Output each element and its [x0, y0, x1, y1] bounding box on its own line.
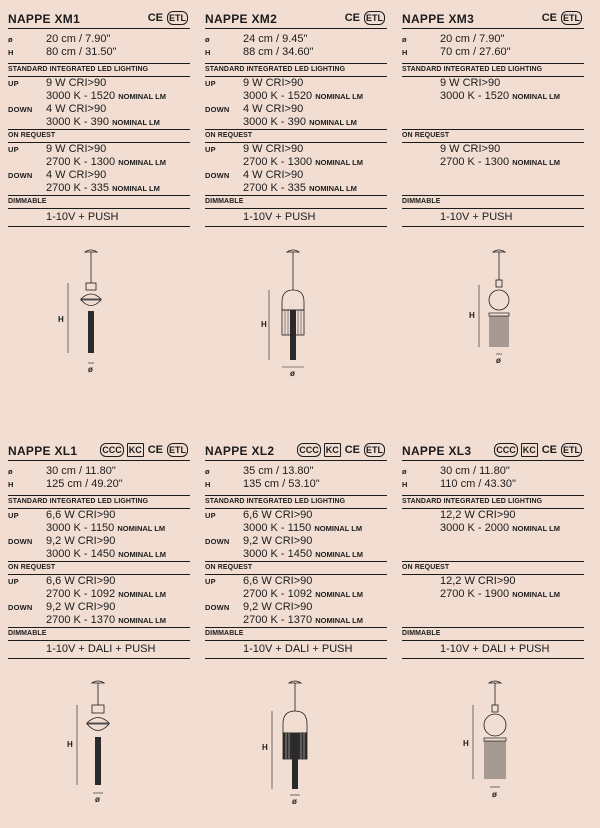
down-label: DOWN [8, 171, 33, 180]
std-up-power: 9 W CRI>90 [46, 77, 107, 89]
height-value: 70 cm / 27.60" [440, 46, 511, 58]
up-label: UP [8, 511, 19, 520]
on-request-heading: ON REQUEST [205, 132, 253, 139]
std-down-power: 9,2 W CRI>90 [46, 535, 116, 547]
kc-mark-icon: KC [325, 445, 339, 455]
ce-mark-icon: CE [147, 12, 163, 24]
std-up-flux: 3000 K - 1150 [243, 522, 312, 534]
diameter-value: 24 cm / 9.45" [243, 33, 308, 45]
diameter-dimension-label: ø [290, 369, 295, 378]
nominal-lm-unit: NOMINAL LM [118, 92, 166, 101]
std-up-flux: 3000 K - 1520 [243, 90, 313, 102]
std-flux: 3000 K - 2000 [440, 522, 510, 534]
ce-mark-icon: CE [344, 12, 360, 24]
certification-marks [344, 11, 385, 25]
spec-card-xm3 [402, 6, 584, 227]
kc-mark-icon: KC [128, 445, 142, 455]
etl-mark-icon: ETL [169, 13, 186, 23]
nominal-lm-unit: NOMINAL LM [118, 158, 166, 167]
up-label: UP [205, 577, 216, 586]
etl-mark-icon: ETL [169, 445, 186, 455]
height-value: 110 cm / 43.30" [440, 478, 516, 490]
down-label: DOWN [205, 537, 230, 546]
lamp-drawing-xm2 [257, 245, 337, 380]
height-dimension-label: H [67, 740, 73, 749]
standard-lighting-heading: STANDARD INTEGRATED LED LIGHTING [8, 498, 149, 505]
req-up-flux: 2700 K - 1092 [243, 588, 313, 600]
ccc-mark-icon: CCC [496, 445, 516, 455]
req-flux: 2700 K - 1300 [440, 156, 510, 168]
up-label: UP [205, 145, 216, 154]
lamp-xm2-illustration [257, 245, 337, 380]
lamp-xl2-illustration [257, 677, 337, 817]
product-name: NAPPE XL1 [8, 444, 78, 458]
req-down-flux: 2700 K - 335 [243, 182, 306, 194]
nominal-lm-unit: NOMINAL LM [314, 524, 363, 533]
req-up-power: 6,6 W CRI>90 [243, 575, 313, 587]
lamp-drawing-xl2 [257, 677, 337, 817]
dimmable-heading: DIMMABLE [402, 630, 441, 637]
std-down-power: 4 W CRI>90 [46, 103, 107, 115]
height-value: 80 cm / 31.50" [46, 46, 117, 58]
height-value: 135 cm / 53.10" [243, 478, 320, 490]
req-power: 9 W CRI>90 [440, 143, 501, 155]
nominal-lm-unit: NOMINAL LM [118, 550, 166, 559]
lamp-xm1-illustration [55, 245, 135, 380]
product-name: NAPPE XL2 [205, 444, 275, 458]
nominal-lm-unit: NOMINAL LM [315, 616, 363, 625]
standard-lighting-heading: STANDARD INTEGRATED LED LIGHTING [205, 66, 346, 73]
lamp-xl3-illustration [457, 677, 537, 807]
ccc-mark-icon: CCC [102, 445, 122, 455]
std-up-power: 6,6 W CRI>90 [243, 509, 313, 521]
lamp-drawing-xl1 [60, 677, 140, 817]
std-down-flux: 3000 K - 1450 [243, 548, 313, 560]
etl-mark-icon: ETL [563, 13, 580, 23]
std-down-flux: 3000 K - 390 [243, 116, 306, 128]
std-down-power: 9,2 W CRI>90 [243, 535, 313, 547]
nominal-lm-unit: NOMINAL LM [512, 524, 560, 533]
down-label: DOWN [8, 537, 33, 546]
kc-mark-icon: KC [522, 445, 536, 455]
product-name: NAPPE XM3 [402, 12, 475, 26]
standard-lighting-heading: STANDARD INTEGRATED LED LIGHTING [8, 66, 149, 73]
up-label: UP [205, 511, 216, 520]
down-label: DOWN [205, 171, 230, 180]
height-label: H [402, 480, 408, 489]
diameter-dimension-label: ø [292, 797, 297, 806]
req-up-flux: 2700 K - 1300 [243, 156, 313, 168]
ce-mark-icon: CE [541, 444, 557, 456]
req-flux: 2700 K - 1900 [440, 588, 510, 600]
spec-card-xl1 [8, 438, 190, 659]
product-name: NAPPE XL3 [402, 444, 472, 458]
down-label: DOWN [205, 603, 230, 612]
up-label: UP [205, 79, 216, 88]
height-dimension-label: H [262, 743, 268, 752]
height-label: H [205, 480, 211, 489]
req-down-flux: 2700 K - 1370 [46, 614, 116, 626]
certification-marks [297, 443, 385, 457]
dimmable-value: 1-10V + PUSH [46, 211, 119, 223]
lamp-drawing-xl3 [457, 677, 537, 807]
height-dimension-label: H [469, 311, 475, 320]
dimmable-heading: DIMMABLE [8, 198, 47, 205]
up-label: UP [8, 145, 19, 154]
on-request-heading: ON REQUEST [8, 132, 56, 139]
diameter-dimension-label: ø [492, 790, 497, 799]
etl-mark-icon: ETL [366, 445, 383, 455]
lamp-drawing-xm3 [463, 245, 543, 370]
lamp-xm3-illustration [463, 245, 543, 370]
ce-mark-icon: CE [541, 12, 557, 24]
diameter-dimension-label: ø [88, 365, 93, 374]
etl-mark-icon: ETL [366, 13, 383, 23]
diameter-label: ø [205, 467, 210, 476]
req-down-power: 9,2 W CRI>90 [243, 601, 313, 613]
req-down-flux: 2700 K - 335 [46, 182, 109, 194]
down-label: DOWN [8, 105, 33, 114]
nominal-lm-unit: NOMINAL LM [512, 158, 560, 167]
down-label: DOWN [8, 603, 33, 612]
standard-lighting-heading: STANDARD INTEGRATED LED LIGHTING [402, 66, 543, 73]
dimmable-heading: DIMMABLE [402, 198, 441, 205]
height-dimension-label: H [261, 320, 267, 329]
diameter-label: ø [402, 35, 407, 44]
ce-mark-icon: CE [344, 444, 360, 456]
spec-card-xl3 [402, 438, 584, 659]
height-dimension-label: H [463, 739, 469, 748]
req-down-power: 4 W CRI>90 [46, 169, 107, 181]
etl-mark-icon: ETL [563, 445, 580, 455]
diameter-dimension-label: ø [496, 356, 501, 365]
standard-lighting-heading: STANDARD INTEGRATED LED LIGHTING [402, 498, 543, 505]
req-power: 12,2 W CRI>90 [440, 575, 516, 587]
nominal-lm-unit: NOMINAL LM [315, 550, 363, 559]
nominal-lm-unit: NOMINAL LM [309, 184, 357, 193]
diameter-value: 35 cm / 13.80" [243, 465, 314, 477]
lamp-drawing-xm1 [55, 245, 135, 380]
dimmable-heading: DIMMABLE [8, 630, 47, 637]
spec-card-xm2 [205, 6, 387, 227]
req-up-flux: 2700 K - 1300 [46, 156, 116, 168]
on-request-heading: ON REQUEST [205, 564, 253, 571]
product-name: NAPPE XM1 [8, 12, 81, 26]
nominal-lm-unit: NOMINAL LM [512, 590, 560, 599]
height-dimension-label: H [58, 315, 64, 324]
req-up-flux: 2700 K - 1092 [46, 588, 116, 600]
certification-marks [541, 11, 582, 25]
on-request-heading: ON REQUEST [8, 564, 56, 571]
diameter-value: 20 cm / 7.90" [440, 33, 505, 45]
nominal-lm-unit: NOMINAL LM [112, 118, 160, 127]
nominal-lm-unit: NOMINAL LM [118, 616, 166, 625]
req-down-flux: 2700 K - 1370 [243, 614, 313, 626]
certification-marks [494, 443, 582, 457]
height-value: 88 cm / 34.60" [243, 46, 314, 58]
height-value: 125 cm / 49.20" [46, 478, 123, 490]
diameter-label: ø [402, 467, 407, 476]
nominal-lm-unit: NOMINAL LM [315, 92, 363, 101]
req-down-power: 4 W CRI>90 [243, 169, 304, 181]
std-up-power: 9 W CRI>90 [243, 77, 304, 89]
height-label: H [8, 48, 14, 57]
nominal-lm-unit: NOMINAL LM [512, 92, 560, 101]
diameter-value: 20 cm / 7.90" [46, 33, 111, 45]
std-flux: 3000 K - 1520 [440, 90, 510, 102]
req-up-power: 9 W CRI>90 [46, 143, 107, 155]
standard-lighting-heading: STANDARD INTEGRATED LED LIGHTING [205, 498, 346, 505]
nominal-lm-unit: NOMINAL LM [118, 590, 166, 599]
diameter-label: ø [8, 35, 13, 44]
certification-marks [100, 443, 188, 457]
nominal-lm-unit: NOMINAL LM [315, 590, 363, 599]
spec-card-xm1 [8, 6, 190, 227]
dimmable-heading: DIMMABLE [205, 630, 244, 637]
diameter-dimension-label: ø [95, 795, 100, 804]
dimmable-heading: DIMMABLE [205, 198, 244, 205]
std-up-flux: 3000 K - 1520 [46, 90, 116, 102]
down-label: DOWN [205, 105, 230, 114]
up-label: UP [8, 79, 19, 88]
std-up-flux: 3000 K - 1150 [46, 522, 115, 534]
diameter-value: 30 cm / 11.80" [46, 465, 116, 477]
height-label: H [8, 480, 14, 489]
std-down-power: 4 W CRI>90 [243, 103, 304, 115]
std-down-flux: 3000 K - 1450 [46, 548, 116, 560]
diameter-label: ø [8, 467, 13, 476]
nominal-lm-unit: NOMINAL LM [309, 118, 357, 127]
dimmable-value: 1-10V + PUSH [243, 211, 316, 223]
diameter-value: 30 cm / 11.80" [440, 465, 510, 477]
nominal-lm-unit: NOMINAL LM [112, 184, 160, 193]
std-power: 12,2 W CRI>90 [440, 509, 516, 521]
req-up-power: 9 W CRI>90 [243, 143, 304, 155]
nominal-lm-unit: NOMINAL LM [117, 524, 166, 533]
on-request-heading: ON REQUEST [402, 132, 450, 139]
dimmable-value: 1-10V + PUSH [440, 211, 513, 223]
dimmable-value: 1-10V + DALI + PUSH [243, 643, 353, 655]
dimmable-value: 1-10V + DALI + PUSH [440, 643, 550, 655]
certification-marks [147, 11, 188, 25]
height-label: H [205, 48, 211, 57]
product-name: NAPPE XM2 [205, 12, 278, 26]
on-request-heading: ON REQUEST [402, 564, 450, 571]
std-up-power: 6,6 W CRI>90 [46, 509, 116, 521]
req-up-power: 6,6 W CRI>90 [46, 575, 116, 587]
req-down-power: 9,2 W CRI>90 [46, 601, 116, 613]
std-down-flux: 3000 K - 390 [46, 116, 109, 128]
ccc-mark-icon: CCC [299, 445, 319, 455]
up-label: UP [8, 577, 19, 586]
std-power: 9 W CRI>90 [440, 77, 501, 89]
nominal-lm-unit: NOMINAL LM [315, 158, 363, 167]
height-label: H [402, 48, 408, 57]
dimmable-value: 1-10V + DALI + PUSH [46, 643, 156, 655]
diameter-label: ø [205, 35, 210, 44]
ce-mark-icon: CE [147, 444, 163, 456]
spec-card-xl2 [205, 438, 387, 659]
